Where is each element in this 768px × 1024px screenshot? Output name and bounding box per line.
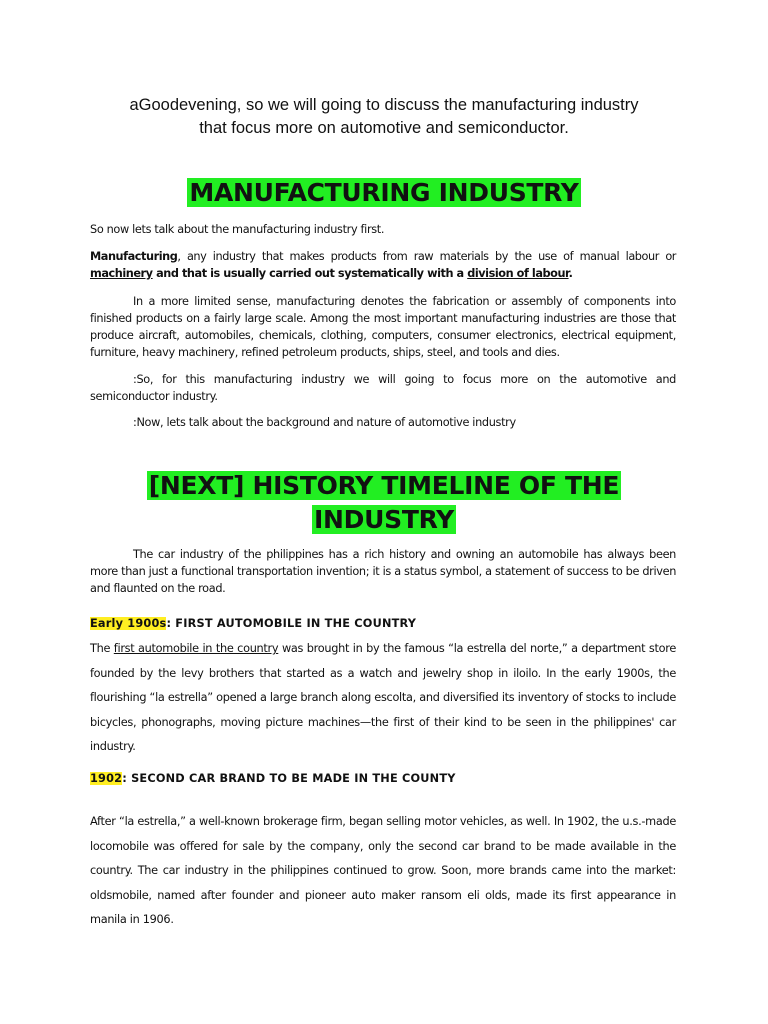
paragraph-limited-sense: In a more limited sense, manufacturing denotes the fabrication or assembly of components into finished products on a fairly large scale. Among the most important manufacturing industries are those that produce aircraft, automobiles, chemicals, clothing, computers, consumer electronics, electrical equipment, furniture, heavy machinery, refined petroleum products, ships, steel, and tools and dies.: [90, 295, 676, 359]
intro-line-2: that focus more on automotive and semiconductor.: [199, 119, 569, 137]
heading-manufacturing-industry: [60, 176, 708, 210]
subheading-1902: [90, 770, 676, 787]
link-first-automobile[interactable]: first automobile in the country: [113, 642, 279, 655]
paragraph-intro: So now lets talk about the manufacturing industry first.: [90, 223, 385, 236]
heading-2-line-1: [NEXT] HISTORY TIMELINE OF THE: [148, 471, 620, 500]
first-auto-text-1: The: [90, 642, 114, 655]
definition-text-1: , any industry that makes products from raw materials by the use of manual labour or: [177, 250, 676, 263]
paragraph-car-industry: The car industry of the philippines has a rich history and owning an automobile has always been more than just a functional transportation invention; it is a status symbol, a statement of success to be driven and flaunted on the road.: [90, 548, 676, 595]
heading-2-line-2: INDUSTRY: [314, 505, 454, 534]
paragraph-focus: :So, for this manufacturing industry we will going to focus more on the automotive and semiconductor industry.: [90, 373, 676, 403]
paragraph-second-car-brand: After “la estrella,” a well-known brokerage firm, began selling motor vehicles, as well. In 1902, the u.s.-made locomobile was offered for sale by the company, only the second car brand to be made available in the country. The car industry in the philippines continued to grow. Soon, more brands came into the market: oldsmobile, named after founder and pioneer auto maker ransom eli olds, made its first appearance in manila in 1906.: [90, 815, 676, 926]
intro-line-1: aGoodevening, so we will going to discuss the manufacturing industry: [129, 96, 639, 114]
paragraph-definition: [90, 248, 676, 282]
intro-text: [80, 94, 688, 140]
subheading-2-title: : SECOND CAR BRAND TO BE MADE IN THE COUNTY: [122, 772, 456, 785]
paragraph-background: :Now, lets talk about the background and nature of automotive industry: [133, 416, 516, 429]
paragraph-first-automobile: [90, 637, 676, 760]
definition-text-3: .: [568, 267, 573, 280]
link-division-of-labour[interactable]: division of labour: [467, 267, 569, 280]
year-badge-1902: 1902: [90, 772, 123, 785]
subheading-1-title: : FIRST AUTOMOBILE IN THE COUNTRY: [166, 617, 417, 630]
first-auto-text-2: was brought in by the famous “la estrella del norte,” a department store founded by the levy brothers that started as a watch and jewelry shop in iloilo. In the early 1900s, the flourishing “la estrella” opened a large branch along escolta, and diversified its inventory of stocks to include bicycles, phonographs, moving picture machines—the first of their kind to be seen in the philippines' car industry.: [90, 642, 676, 753]
definition-text-2: and that is usually carried out systematically with a: [152, 267, 468, 280]
heading-history-timeline: [60, 469, 708, 537]
year-badge-early-1900s: Early 1900s: [90, 617, 167, 630]
heading-1-text: MANUFACTURING INDUSTRY: [189, 178, 579, 207]
subheading-early-1900s: [90, 615, 676, 632]
link-machinery[interactable]: machinery: [90, 267, 153, 280]
definition-term: Manufacturing: [90, 250, 178, 263]
